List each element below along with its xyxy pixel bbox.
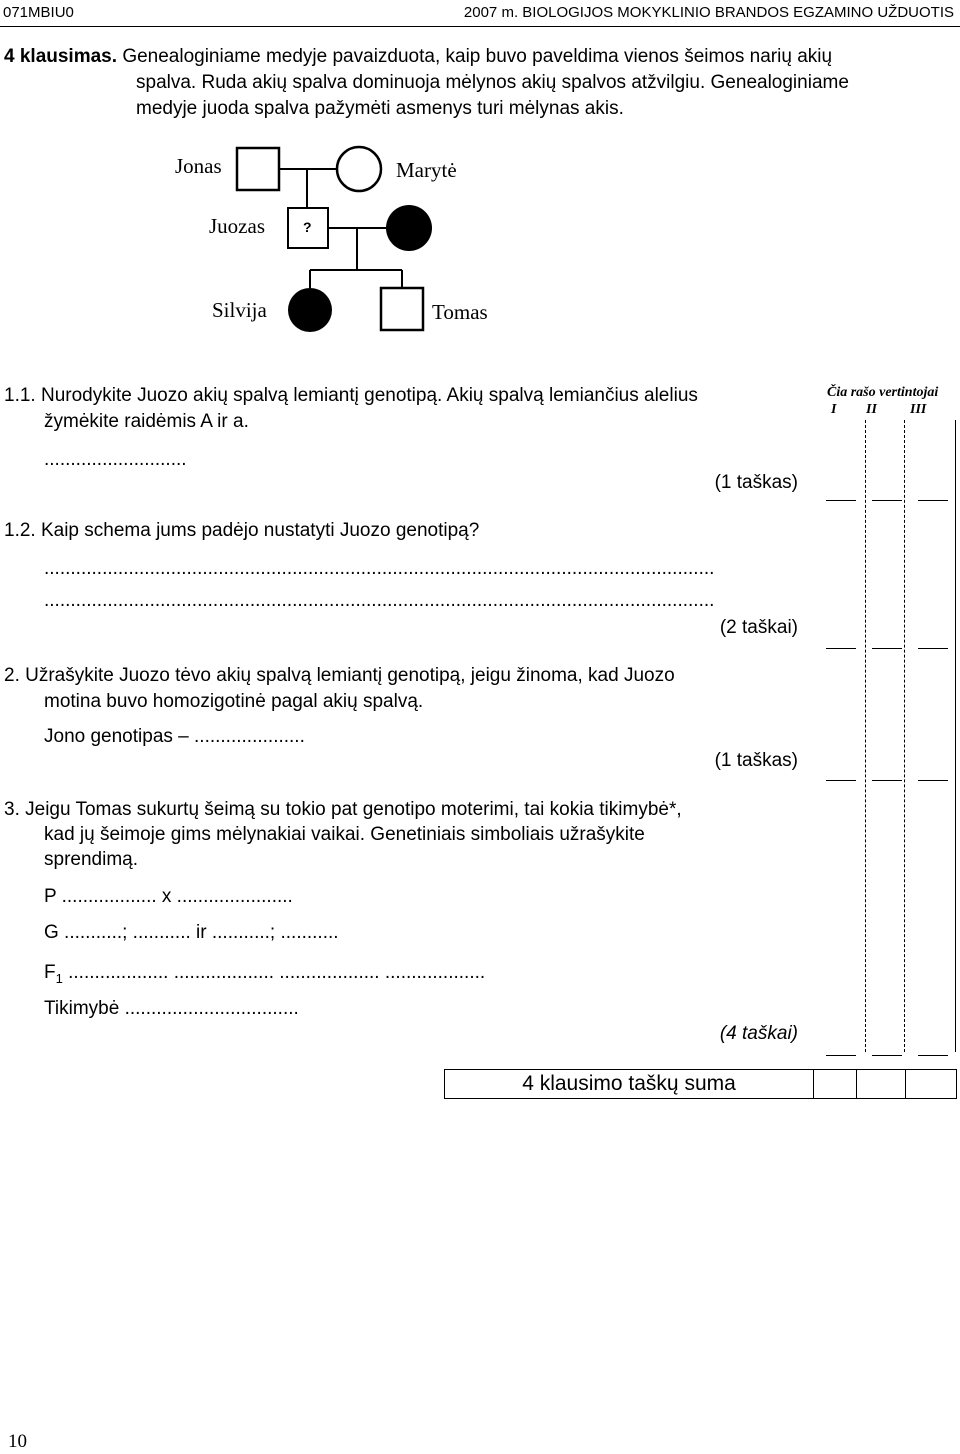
f-subscript: 1 <box>55 970 63 986</box>
grader-col-3: III <box>910 402 927 417</box>
sum-label: 4 klausimo taškų suma <box>522 1072 736 1095</box>
q3-g-line[interactable]: G ...........; ........... ir ...........; ........... <box>44 922 339 943</box>
score-blank-q1-2-I[interactable] <box>826 648 856 649</box>
q1-1-line-2: žymėkite raidėmis A ir a. <box>44 411 249 432</box>
grader-col-1: I <box>831 402 837 417</box>
tomas-symbol <box>381 288 423 330</box>
jonas-symbol <box>237 148 279 190</box>
score-blank-q1-1-III[interactable] <box>918 500 948 501</box>
intro-line-3: medyje juoda spalva pažymėti asmenys turi mėlynas akis. <box>136 98 624 119</box>
score-blank-q1-1-I[interactable] <box>826 500 856 501</box>
q1-2-points: (2 taškai) <box>719 617 798 638</box>
q3-line-3: sprendimą. <box>44 849 138 870</box>
score-blank-q3-II[interactable] <box>872 1055 902 1056</box>
q3-f1-line[interactable] <box>44 960 485 992</box>
q2-points: (1 taškas) <box>714 750 798 771</box>
score-blank-q3-I[interactable] <box>826 1055 856 1056</box>
page-number: 10 <box>8 1431 27 1452</box>
sum-cell-III[interactable] <box>905 1069 957 1099</box>
silvija-symbol <box>288 288 332 332</box>
score-blank-q1-1-II[interactable] <box>872 500 902 501</box>
q3-line-1: 3. Jeigu Tomas sukurtų šeimą su tokio pat genotipo moterimi, tai kokia tikimybė*, <box>4 799 682 820</box>
f-label: F <box>44 962 56 983</box>
q1-2-answer-line-1[interactable]: ............................................................................................................................... <box>44 558 715 579</box>
sum-label-cell <box>444 1069 814 1099</box>
q1-2-question: 1.2. Kaip schema jums padėjo nustatyti Juozo genotipą? <box>4 520 480 541</box>
score-blank-q1-2-II[interactable] <box>872 648 902 649</box>
score-blank-q1-2-III[interactable] <box>918 648 948 649</box>
header-title: 2007 m. BIOLOGIJOS MOKYKLINIO BRANDOS EGZAMINO UŽDUOTIS <box>463 4 954 21</box>
grader-right-border <box>955 420 956 1052</box>
score-blank-q2-I[interactable] <box>826 780 856 781</box>
name-juozas: Juozas <box>209 214 265 238</box>
q1-1-answer-field[interactable]: ........................... <box>44 449 187 470</box>
intro-line-1: Genealoginiame medyje pavaizduota, kaip buvo paveldima vienos šeimos narių akių <box>122 46 833 67</box>
q2-answer-field[interactable]: Jono genotipas – ..................... <box>44 726 305 747</box>
q3-p-line[interactable]: P .................. x ...................... <box>44 886 293 907</box>
name-maryte: Marytė <box>396 158 457 182</box>
exam-code: 071MBIU0 <box>3 4 74 21</box>
name-tomas: Tomas <box>432 300 488 324</box>
f1-answer-dots: ................... ................... ................... ................... <box>68 962 486 983</box>
grader-label: Čia rašo vertintojai <box>827 385 939 400</box>
grader-divider-1 <box>865 420 866 1052</box>
q3-points: (4 taškai) <box>719 1023 798 1044</box>
sum-cell-I[interactable] <box>813 1069 857 1099</box>
question-intro <box>4 44 956 122</box>
maryte-symbol <box>337 147 381 191</box>
q1-1-line-1: 1.1. Nurodykite Juozo akių spalvą lemiantį genotipą. Akių spalvą lemiančius alelius <box>4 385 698 406</box>
score-blank-q2-III[interactable] <box>918 780 948 781</box>
q3-line-2: kad jų šeimoje gims mėlynakiai vaikai. Genetiniais simboliais užrašykite <box>44 824 645 845</box>
unknown-mark: ? <box>303 219 312 235</box>
q2-line-1: 2. Užrašykite Juozo tėvo akių spalvą lemiantį genotipą, jeigu žinoma, kad Juozo <box>4 665 675 686</box>
question-label: 4 klausimas. <box>4 46 118 67</box>
name-jonas: Jonas <box>175 154 222 178</box>
sum-cell-II[interactable] <box>856 1069 906 1099</box>
name-silvija: Silvija <box>212 298 267 322</box>
header-divider <box>0 26 960 27</box>
q2-line-2: motina buvo homozigotinė pagal akių spalvą. <box>44 691 424 712</box>
q1-1-points: (1 taškas) <box>714 472 798 493</box>
score-blank-q3-III[interactable] <box>918 1055 948 1056</box>
spouse-symbol <box>386 205 432 251</box>
q1-2-answer-line-2[interactable]: ............................................................................................................................... <box>44 590 715 611</box>
intro-line-2: spalva. Ruda akių spalva dominuoja mėlynos akių spalvos atžvilgiu. Genealoginiame <box>136 72 849 93</box>
q3-probability-line[interactable]: Tikimybė ................................. <box>44 998 299 1019</box>
grader-col-2: II <box>866 402 877 417</box>
grader-divider-2 <box>904 420 905 1052</box>
score-blank-q2-II[interactable] <box>872 780 902 781</box>
